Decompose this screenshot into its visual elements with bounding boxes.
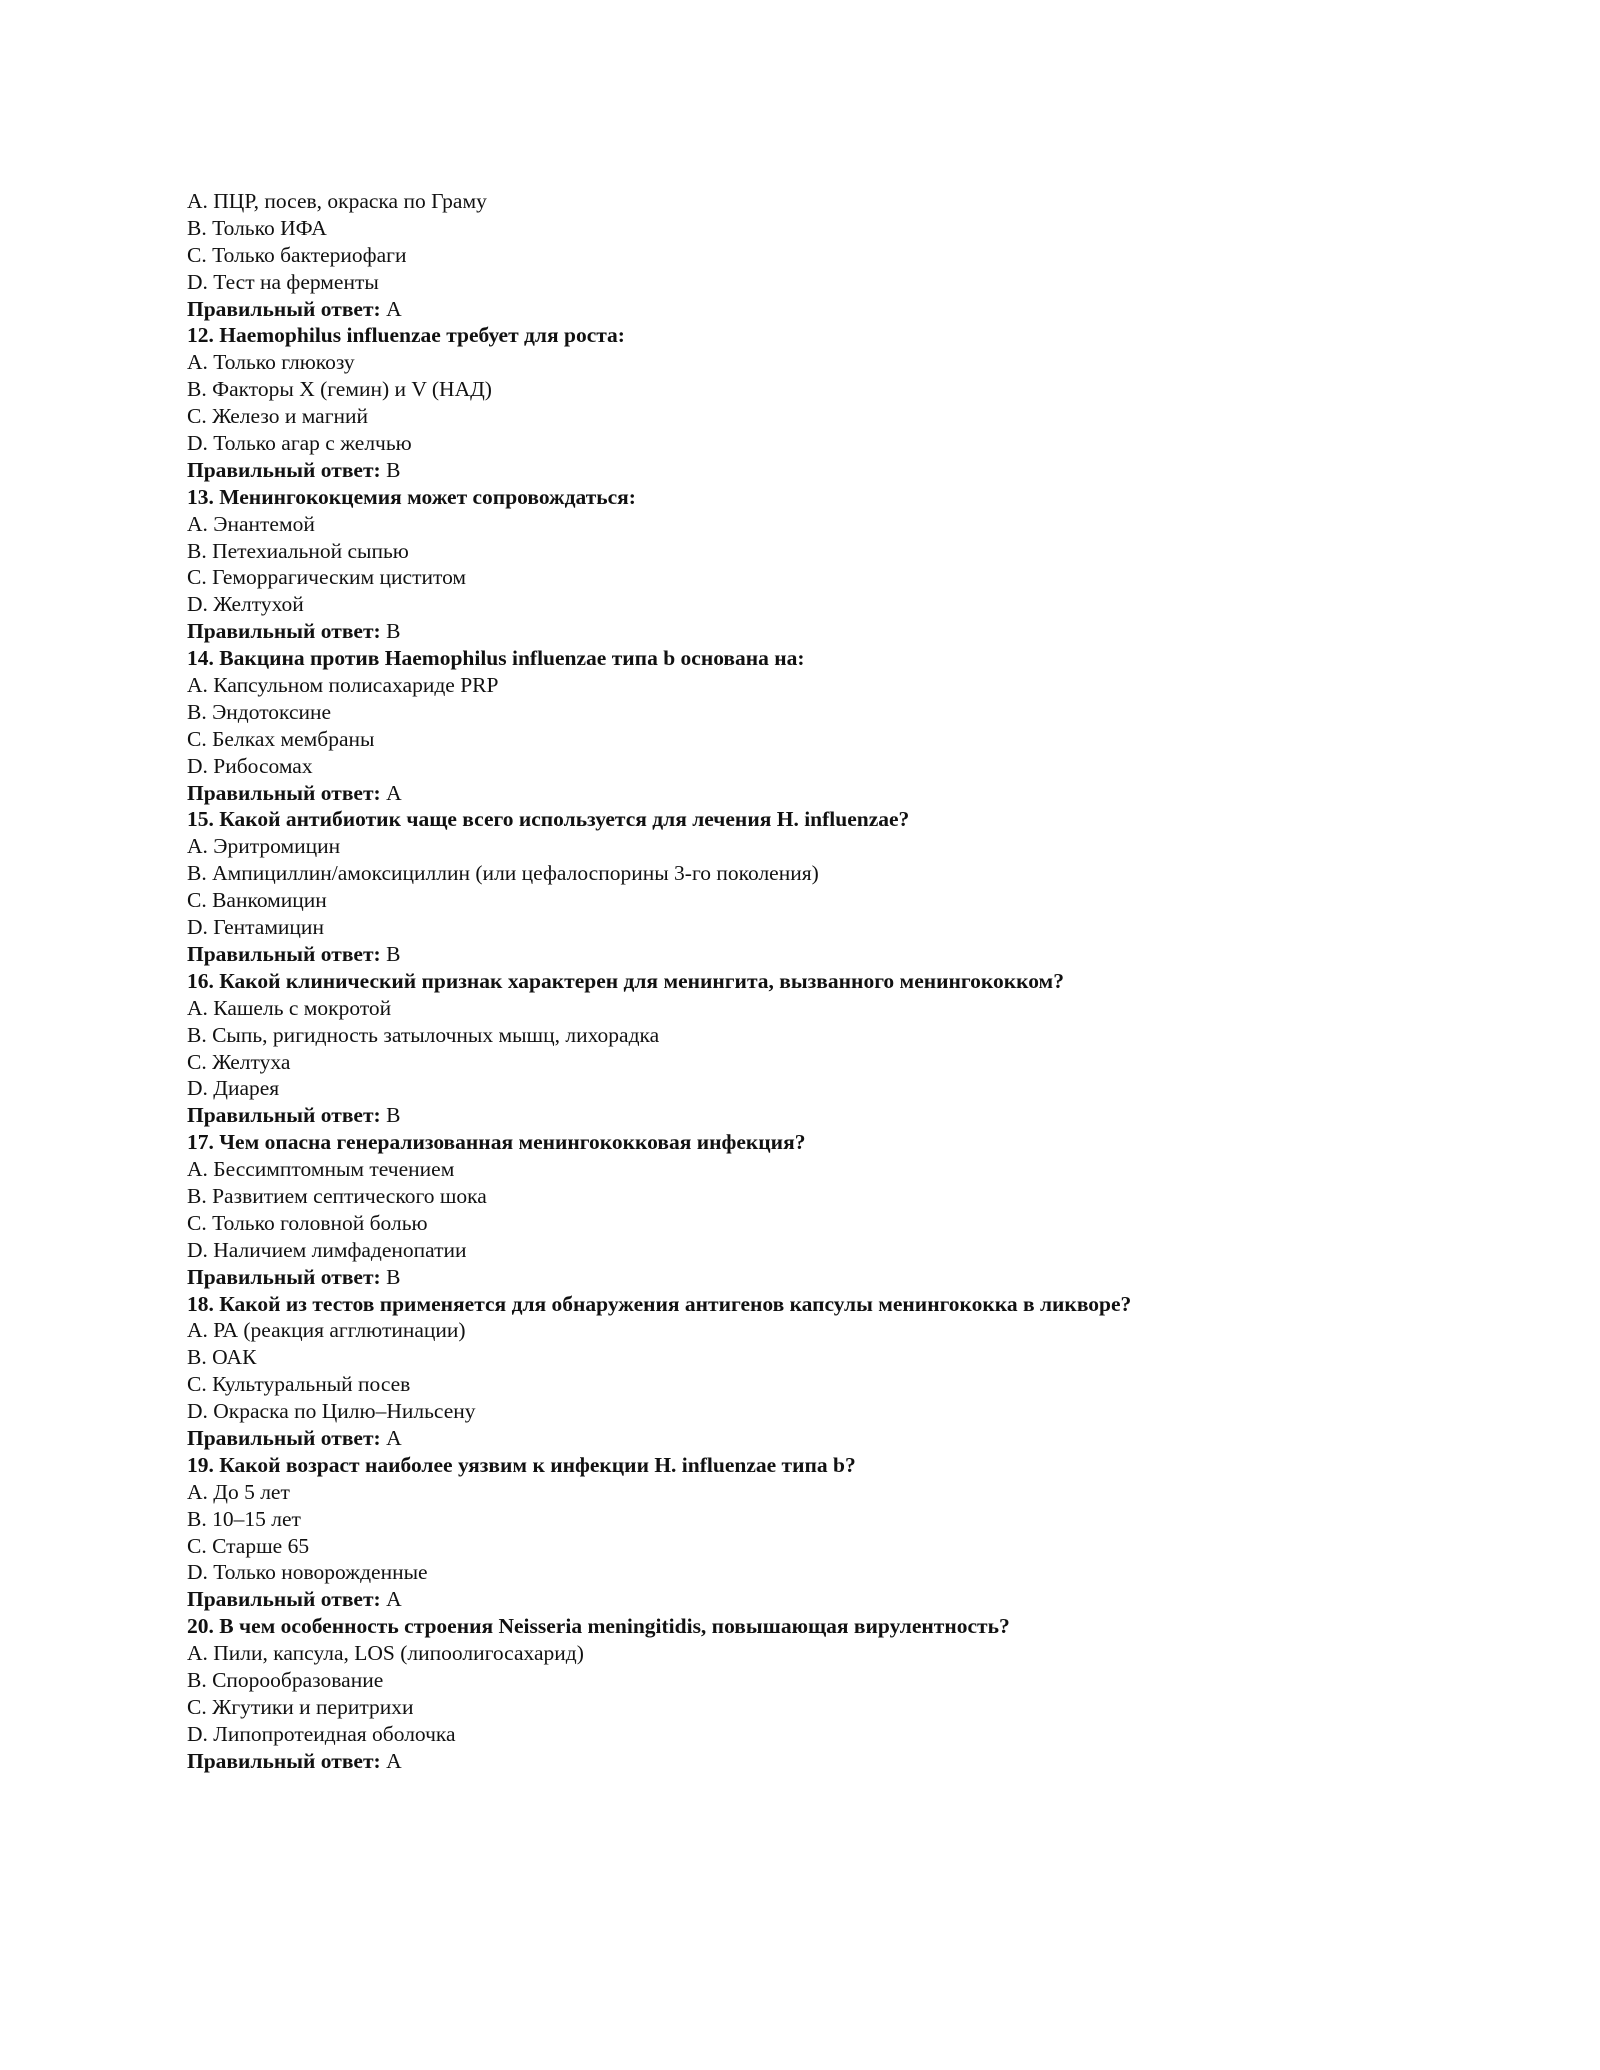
- option-d: D. Тест на ферменты: [187, 269, 379, 294]
- answer-value: B: [386, 1103, 401, 1128]
- question-block-13: [187, 484, 1427, 645]
- option-a: A. Энантемой: [187, 511, 315, 536]
- answer-label: Правильный ответ:: [187, 941, 381, 966]
- option-b: B. Петехиальной сыпью: [187, 538, 409, 563]
- answer-line: [187, 618, 1427, 645]
- answer-line: [187, 1586, 1427, 1613]
- question-title: 13. Менингококцемия может сопровождаться:: [187, 484, 636, 509]
- answer-value: A: [386, 1425, 402, 1450]
- answer-label: Правильный ответ:: [187, 457, 381, 482]
- option-d: D. Окраска по Цилю–Нильсену: [187, 1399, 476, 1424]
- answer-line: [187, 1425, 1427, 1452]
- question-title: 17. Чем опасна генерализованная менингококковая инфекция?: [187, 1130, 806, 1155]
- question-block-11-continued: [187, 188, 1427, 322]
- option-b: B. Факторы X (гемин) и V (НАД): [187, 377, 492, 402]
- option-a: A. Кашель с мокротой: [187, 995, 392, 1020]
- option-b: B. 10–15 лет: [187, 1506, 301, 1531]
- answer-line: [187, 1102, 1427, 1129]
- answer-label: Правильный ответ:: [187, 1425, 381, 1450]
- answer-line: [187, 780, 1427, 807]
- option-c: C. Железо и магний: [187, 404, 369, 429]
- answer-line: [187, 296, 1427, 323]
- answer-value: B: [386, 457, 401, 482]
- answer-value: B: [386, 619, 401, 644]
- option-b: B. ОАК: [187, 1345, 257, 1370]
- question-block-17: [187, 1129, 1427, 1290]
- answer-label: Правильный ответ:: [187, 1103, 381, 1128]
- option-a: A. Капсульном полисахариде PRP: [187, 673, 499, 698]
- answer-label: Правильный ответ:: [187, 780, 381, 805]
- question-title: 16. Какой клинический признак характерен для менингита, вызванного менингококком?: [187, 968, 1064, 993]
- answer-value: B: [386, 941, 401, 966]
- question-block-19: [187, 1452, 1427, 1613]
- option-a: A. До 5 лет: [187, 1479, 290, 1504]
- answer-value: A: [386, 296, 402, 321]
- question-block-18: [187, 1291, 1427, 1452]
- option-d: D. Рибосомах: [187, 753, 313, 778]
- option-c: C. Геморрагическим циститом: [187, 565, 467, 590]
- answer-line: [187, 457, 1427, 484]
- question-title: 12. Haemophilus influenzae требует для роста:: [187, 323, 625, 348]
- question-title: 19. Какой возраст наиболее уязвим к инфекции H. influenzae типа b?: [187, 1452, 856, 1477]
- option-c: C. Жгутики и перитрихи: [187, 1694, 414, 1719]
- answer-value: B: [386, 1264, 401, 1289]
- option-d: D. Только агар с желчью: [187, 431, 412, 456]
- option-d: D. Только новорожденные: [187, 1560, 428, 1585]
- option-d: D. Гентамицин: [187, 915, 324, 940]
- option-c: C. Ванкомицин: [187, 888, 327, 913]
- option-c: C. Белках мембраны: [187, 726, 375, 751]
- answer-label: Правильный ответ:: [187, 296, 381, 321]
- answer-value: A: [386, 1587, 402, 1612]
- option-a: A. Бессимптомным течением: [187, 1157, 455, 1182]
- option-b: B. Сыпь, ригидность затылочных мышц, лихорадка: [187, 1022, 660, 1047]
- option-c: C. Только бактериофаги: [187, 242, 407, 267]
- question-title: 20. В чем особенность строения Neisseria meningitidis, повышающая вирулентность?: [187, 1614, 1010, 1639]
- option-b: B. Эндотоксине: [187, 699, 332, 724]
- answer-line: [187, 941, 1427, 968]
- option-b: B. Только ИФА: [187, 215, 327, 240]
- question-block-15: [187, 806, 1427, 967]
- option-a: A. Эритромицин: [187, 834, 341, 859]
- answer-label: Правильный ответ:: [187, 1748, 381, 1773]
- answer-label: Правильный ответ:: [187, 1587, 381, 1612]
- option-c: C. Желтуха: [187, 1049, 291, 1074]
- quiz-content: [187, 188, 1427, 1775]
- option-d: D. Желтухой: [187, 592, 304, 617]
- option-c: C. Старше 65: [187, 1533, 310, 1558]
- option-b: B. Спорообразование: [187, 1667, 384, 1692]
- answer-label: Правильный ответ:: [187, 1264, 381, 1289]
- answer-label: Правильный ответ:: [187, 619, 381, 644]
- option-d: D. Липопротеидная оболочка: [187, 1721, 456, 1746]
- option-a: A. Только глюкозу: [187, 350, 355, 375]
- question-block-20: [187, 1613, 1427, 1774]
- answer-value: A: [386, 1748, 402, 1773]
- question-title: 15. Какой антибиотик чаще всего используется для лечения H. influenzae?: [187, 807, 910, 832]
- option-a: A. РА (реакция агглютинации): [187, 1318, 466, 1343]
- question-block-12: [187, 322, 1427, 483]
- question-title: 14. Вакцина против Haemophilus influenzae типа b основана на:: [187, 646, 805, 671]
- option-b: B. Ампициллин/амоксициллин (или цефалоспорины 3-го поколения): [187, 861, 819, 886]
- question-block-16: [187, 968, 1427, 1129]
- option-d: D. Диарея: [187, 1076, 280, 1101]
- answer-line: [187, 1264, 1427, 1291]
- option-a: A. ПЦР, посев, окраска по Граму: [187, 189, 487, 213]
- question-block-14: [187, 645, 1427, 806]
- option-d: D. Наличием лимфаденопатии: [187, 1237, 467, 1262]
- answer-line: [187, 1748, 1427, 1775]
- question-title: 18. Какой из тестов применяется для обнаружения антигенов капсулы менингококка в ликворе?: [187, 1291, 1132, 1316]
- option-c: C. Только головной болью: [187, 1210, 428, 1235]
- option-c: C. Культуральный посев: [187, 1372, 411, 1397]
- option-b: B. Развитием септического шока: [187, 1183, 487, 1208]
- option-a: A. Пили, капсула, LOS (липоолигосахарид): [187, 1641, 584, 1666]
- answer-value: A: [386, 780, 402, 805]
